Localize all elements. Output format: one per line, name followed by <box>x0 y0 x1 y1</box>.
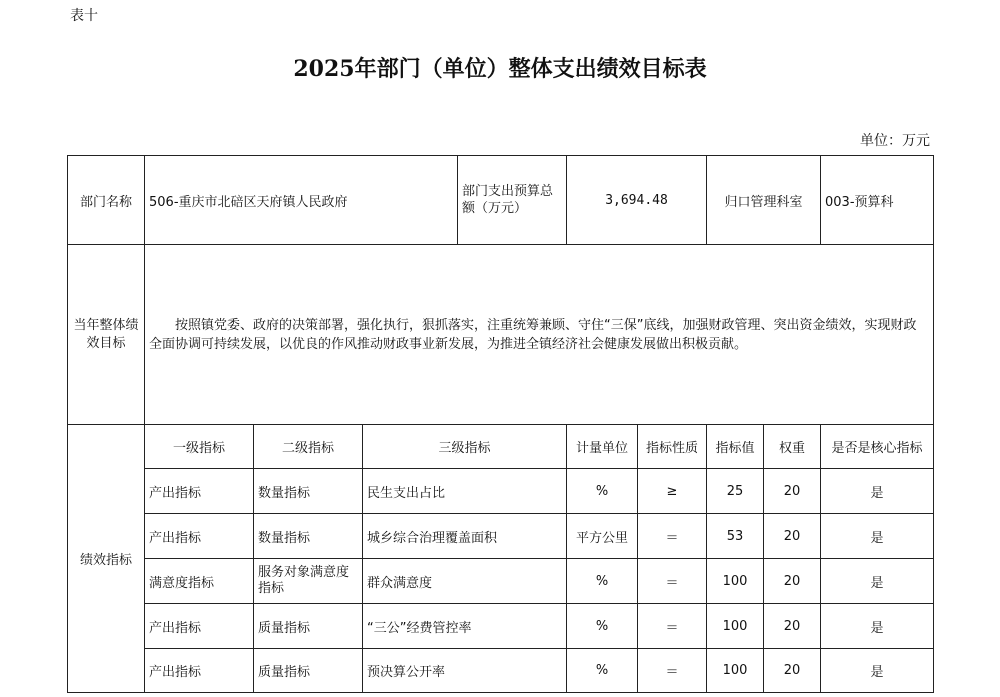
row-core: 是 <box>821 649 934 693</box>
row-value: 100 <box>707 559 764 604</box>
row-level3: 民生支出占比 <box>363 469 567 514</box>
goal-text: 按照镇党委、政府的决策部署，强化执行，狠抓落实，注重统筹兼顾、守住“三保”底线，加强财政管理、突出资金绩效，实现财政全面协调可持续发展，以优良的作风推动财政事业新发展，为推进全镇经济社会健康发展做出积极贡献。 <box>145 245 934 425</box>
row-weight: 20 <box>764 649 821 693</box>
row-core: 是 <box>821 559 934 604</box>
table-row <box>68 649 934 693</box>
dept-name-value: 506-重庆市北碚区天府镇人民政府 <box>145 156 458 245</box>
office-value: 003-预算科 <box>821 156 934 245</box>
row-level3: 预决算公开率 <box>363 649 567 693</box>
table-row <box>68 604 934 649</box>
header-value: 指标值 <box>707 425 764 469</box>
performance-table <box>67 155 934 693</box>
row-level1: 产出指标 <box>145 649 254 693</box>
row-unit: % <box>567 469 638 514</box>
row-core: 是 <box>821 514 934 559</box>
row-level2: 服务对象满意度指标 <box>254 559 363 604</box>
table-row <box>68 559 934 604</box>
row-unit: 平方公里 <box>567 514 638 559</box>
row-nature: ＝ <box>638 649 707 693</box>
row-core: 是 <box>821 469 934 514</box>
row-level3: “三公”经费管控率 <box>363 604 567 649</box>
row-nature: ＝ <box>638 514 707 559</box>
row-level1: 满意度指标 <box>145 559 254 604</box>
header-level1: 一级指标 <box>145 425 254 469</box>
indicators-label: 绩效指标 <box>68 425 145 693</box>
row-unit: % <box>567 649 638 693</box>
table-row <box>68 469 934 514</box>
header-core: 是否是核心指标 <box>821 425 934 469</box>
office-label: 归口管理科室 <box>707 156 821 245</box>
header-level2: 二级指标 <box>254 425 363 469</box>
row-weight: 20 <box>764 604 821 649</box>
unit-label: 单位：万元 <box>860 133 930 149</box>
row-value: 100 <box>707 604 764 649</box>
row-core: 是 <box>821 604 934 649</box>
row-unit: % <box>567 559 638 604</box>
row-level3: 城乡综合治理覆盖面积 <box>363 514 567 559</box>
row-level1: 产出指标 <box>145 514 254 559</box>
row-value: 25 <box>707 469 764 514</box>
header-nature: 指标性质 <box>638 425 707 469</box>
row-weight: 20 <box>764 559 821 604</box>
row-nature: ＝ <box>638 604 707 649</box>
row-level1: 产出指标 <box>145 469 254 514</box>
row-level2: 质量指标 <box>254 604 363 649</box>
row-level3: 群众满意度 <box>363 559 567 604</box>
row-value: 53 <box>707 514 764 559</box>
goal-label: 当年整体绩效目标 <box>68 245 145 425</box>
header-weight: 权重 <box>764 425 821 469</box>
budget-value: 3,694.48 <box>567 156 707 245</box>
row-level2: 质量指标 <box>254 649 363 693</box>
goal-row <box>68 245 934 425</box>
table-row <box>68 514 934 559</box>
row-weight: 20 <box>764 514 821 559</box>
header-unit: 计量单位 <box>567 425 638 469</box>
page-title: 2025年部门（单位）整体支出绩效目标表 <box>293 56 707 82</box>
header-level3: 三级指标 <box>363 425 567 469</box>
row-level2: 数量指标 <box>254 469 363 514</box>
row-nature: ＝ <box>638 559 707 604</box>
info-row <box>68 156 934 245</box>
row-unit: % <box>567 604 638 649</box>
row-value: 100 <box>707 649 764 693</box>
dept-name-label: 部门名称 <box>68 156 145 245</box>
row-level1: 产出指标 <box>145 604 254 649</box>
indicator-header-row <box>68 425 934 469</box>
row-nature: ≥ <box>638 469 707 514</box>
row-level2: 数量指标 <box>254 514 363 559</box>
budget-label: 部门支出预算总额（万元） <box>458 156 567 245</box>
row-weight: 20 <box>764 469 821 514</box>
table-number: 表十 <box>70 8 98 24</box>
